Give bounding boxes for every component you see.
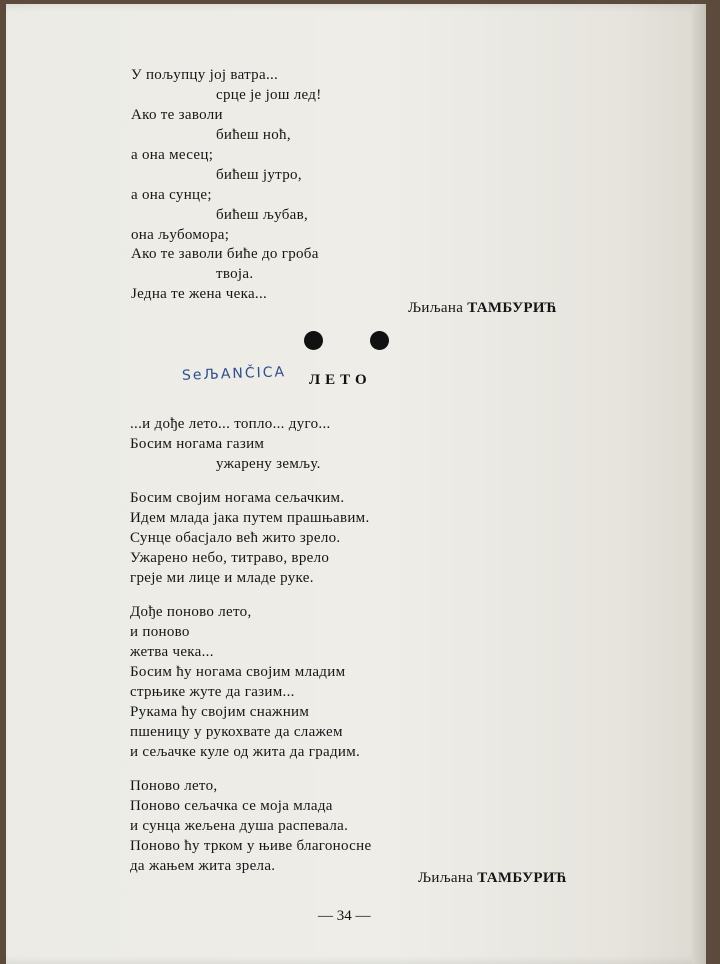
poem-line: да жањем жита зрела. (130, 858, 276, 874)
poem-line: пшеницу у рукохвате да слажем (130, 724, 343, 740)
poem-line: Једна те жена чека... (131, 286, 268, 302)
page-number: — 34 — (318, 908, 371, 924)
poem-line: стрњике жуте да газим... (130, 684, 295, 700)
author-first-name: Љиљана (418, 870, 474, 886)
poem-line: а она сунце; (131, 187, 212, 203)
poem-line: жетва чека... (130, 644, 214, 660)
poem-line: бићеш ноћ, (216, 127, 291, 143)
poem-line: У пољупцу јој ватра... (131, 67, 279, 83)
author-last-name: ТАМБУРИЋ (467, 300, 558, 316)
poem-line: греје ми лице и младе руке. (130, 570, 314, 586)
poem-line: и сељачке куле од жита да градим. (130, 744, 361, 760)
poem-line: и поново (130, 624, 190, 640)
poem-line: Босим ћу ногама својим младим (130, 664, 346, 680)
poem-line: Босим ногама газим (130, 436, 265, 452)
author-last-name: ТАМБУРИЋ (477, 870, 568, 886)
poem-line: Босим својим ногама сељачким. (130, 490, 345, 506)
poem-line: ужарену земљу. (216, 456, 321, 472)
poem-line: Рукама ћу својим снажним (130, 704, 310, 720)
poem-line: ...и дође лето... топло... дуго... (130, 416, 331, 432)
poem-line: Идем млада јака путем прашњавим. (130, 510, 370, 526)
poem-line: Поново ћу трком у њиве благоносне (130, 838, 372, 854)
poem-line: твоја. (216, 266, 254, 282)
separator-dot (370, 331, 389, 350)
poem-line: Ако те заволи биће до гроба (131, 246, 319, 262)
handwritten-annotation: SeЉANČICA (181, 364, 287, 384)
page-edge (692, 4, 706, 964)
poem-2-title: ЛЕТО (309, 372, 372, 388)
book-page (6, 4, 706, 964)
separator-dot (304, 331, 323, 350)
poem-line: Дође поново лето, (130, 604, 252, 620)
poem-2-author (418, 870, 567, 887)
poem-line: и сунца жељена душа распевала. (130, 818, 349, 834)
poem-line: Ужарено небо, титраво, врело (130, 550, 330, 566)
poem-line: Сунце обасјало већ жито зрело. (130, 530, 341, 546)
poem-line: она љубомора; (131, 227, 230, 243)
poem-line: Поново лето, (130, 778, 218, 794)
author-first-name: Љиљана (408, 300, 464, 316)
poem-line: Ако те заволи (131, 107, 223, 123)
poem-line: а она месец; (131, 147, 214, 163)
poem-line: бићеш јутро, (216, 167, 302, 183)
poem-line: Поново сељачка се моја млада (130, 798, 333, 814)
poem-line: бићеш љубав, (216, 207, 309, 223)
poem-line: срце је још лед! (216, 87, 322, 103)
poem-1-author (408, 300, 557, 317)
